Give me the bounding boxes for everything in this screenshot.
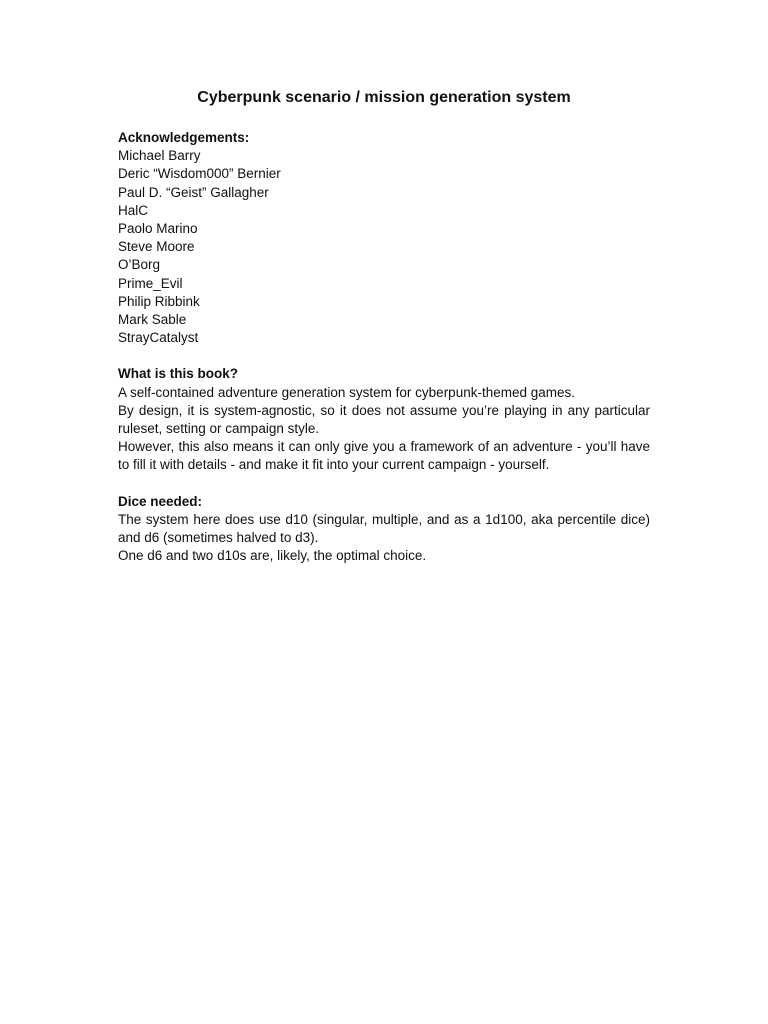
acknowledgements-section <box>118 129 650 347</box>
dice-heading: Dice needed: <box>118 493 203 509</box>
acknowledgement-name: HalC <box>118 202 149 218</box>
acknowledgement-name: Philip Ribbink <box>118 293 200 309</box>
dice-section <box>118 493 650 566</box>
what-is-heading: What is this book? <box>118 366 238 382</box>
acknowledgement-name: Steve Moore <box>118 239 195 255</box>
acknowledgements-heading: Acknowledgements: <box>118 130 250 145</box>
acknowledgement-name: Paolo Marino <box>118 221 198 237</box>
acknowledgement-name: Deric “Wisdom000” Bernier <box>118 166 281 182</box>
what-is-paragraph: A self-contained adventure generation system for cyberpunk-themed games. <box>118 384 576 400</box>
acknowledgement-name: StrayCatalyst <box>118 330 199 346</box>
document-page <box>118 88 650 583</box>
dice-paragraph: The system here does use d10 (singular, multiple, and as a 1d100, aka percentile dice) and d6 (sometimes halved to d3). <box>118 511 650 546</box>
dice-paragraph: One d6 and two d10s are, likely, the optimal choice. <box>118 548 427 564</box>
acknowledgement-name: Prime_Evil <box>118 275 183 291</box>
what-is-paragraph: By design, it is system-agnostic, so it does not assume you’re playing in any particular ruleset, setting or campaign style. <box>118 402 650 437</box>
acknowledgements-list <box>118 147 650 347</box>
acknowledgement-name: O’Borg <box>118 257 161 273</box>
acknowledgement-name: Paul D. “Geist” Gallagher <box>118 184 269 200</box>
page-title: Cyberpunk scenario / mission generation system <box>197 89 571 106</box>
acknowledgement-name: Mark Sable <box>118 312 187 328</box>
what-is-paragraph: However, this also means it can only give you a framework of an adventure - you’ll have to fill it with details - and make it fit into your current campaign - yourself. <box>118 439 650 473</box>
what-is-section <box>118 365 650 474</box>
acknowledgement-name: Michael Barry <box>118 148 201 164</box>
